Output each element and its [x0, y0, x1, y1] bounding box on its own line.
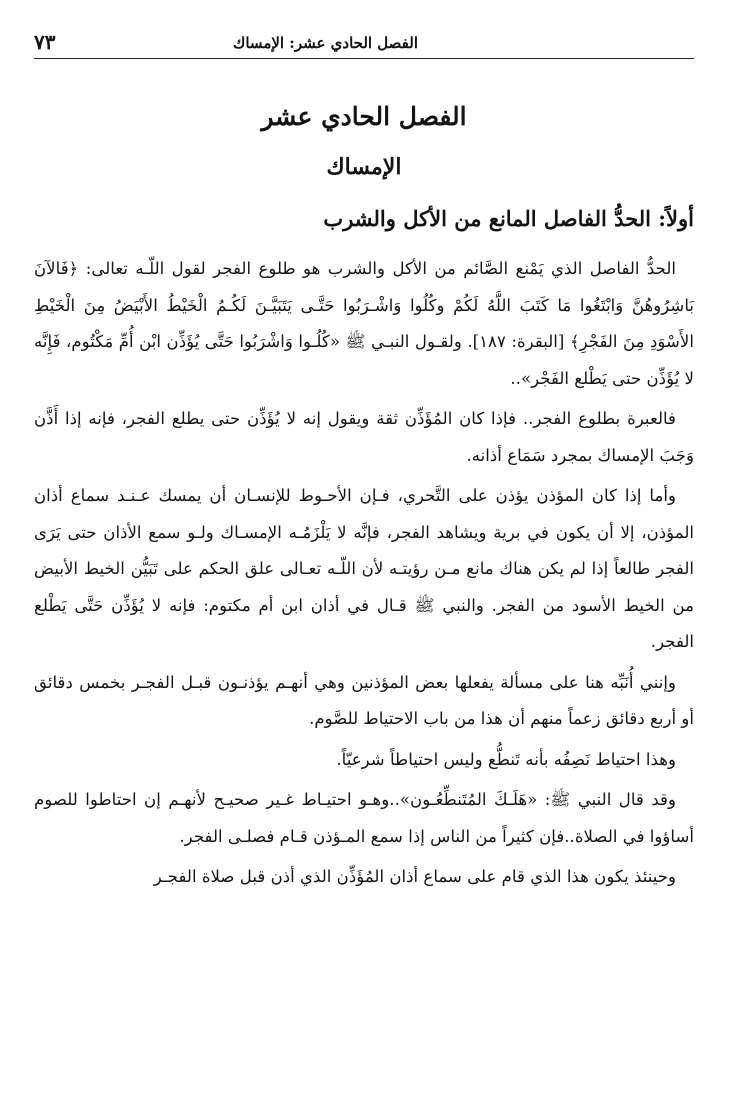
paragraph-7: وحينئذ يكون هذا الذي قام على سماع أذان المُؤَذِّن الذي أذن قبل صلاة الفجـر: [153, 867, 676, 886]
paragraph-2: فالعبرة بطلوع الفجر.. فإذا كان المُؤَذِّن ثقة ويقول إنه لا يُؤَذِّن حتى يطلع الفجر، فإنه إذا أَذَّن وَجَبَ الإمساك بمجرد سَمَاع أذانه.: [34, 409, 694, 465]
page-number: ٧٣: [34, 30, 56, 54]
subheading: أولاً: الحدُّ الفاصل المانع من الأكل والشرب: [323, 206, 694, 231]
running-header: [34, 0, 694, 59]
section-title: الإمساك: [326, 154, 402, 180]
chapter-title: الفصل الحادي عشر: [261, 102, 467, 131]
paragraph-4: وإنني أُنَبِّه هنا على مسألة يفعلها بعض المؤذنين وهي أنهـم يؤذنـون قبـل الفجـر بخمس دقائق أو أربع دقائق زعماً منهم أن هذا من باب الاحتياط للصَّوم.: [34, 672, 694, 728]
paragraph-3: وأما إذا كان المؤذن يؤذن على التَّحري، فـإن الأحـوط للإنسـان أن يمسك عـنـد سماع أذان المؤذن، إلا أن يكون في برية ويشاهد الفجر، فإنَّه لا يَلْزَمُـه الإمسـاك ولـو سمع الأذان حتى يَرَى الفجر طالعاً إذا لم يكن هناك مانع مـن رؤيتـه لأن اللّـه تعـالى علق الحكم على تَبَيُّن الخيط الأبيض من الخيط الأسود من الفجر. والنبي ﷺ قـال في أذان ابن أم مكتوم: فإنه لا يُؤَذِّن حَتَّى يَطْلع الفجر.: [34, 486, 694, 651]
paragraph-6: وقد قال النبي ﷺ: «هَلَـكَ المُتَنطِّعُـون»..وهـو احتيـاط غـير صحيـح لأنهـم إن احتاطوا للصوم أساؤوا في الصلاة..فإن كثيراً من الناس إذا سمع المـؤذن قـام فصلـى الفجر.: [34, 790, 694, 846]
paragraph-1: الحدُّ الفاصل الذي يَمْنع الصَّائم من الأكل والشرب هو طلوع الفجر لقول اللّـه تعالى: ﴿فَالآنَ بَاشِرُوهُنَّ وَابْتَغُوا مَا كَتَبَ اللَّهُ لَكُمْ وكُلُوا وَاشْـرَبُوا حَتَّـى يَتَبَيَّـنَ لَكُـمُ الْخَيْطُ الأَبْيَضُ مِنَ الْخَيْطِ الأَسْوَدِ مِنَ الفَجْرِ﴾ [البقرة: ١٨٧]. ولقـول النبـي ﷺ «كُلُـوا وَاشْرَبُوا حَتَّى يُؤَذِّن ابْن أُمِّ مَكْتُوم، فَإِنَّه لا يُؤَذِّن حتى يَطْلع الفَجْر»..: [34, 259, 694, 388]
running-title: الفصل الحادي عشر: الإمساك: [233, 34, 418, 52]
paragraph-5: وهذا احتياط نَصِفُه بأنه تَنطُّع وليس احتياطاً شرعيّاً.: [336, 749, 676, 769]
